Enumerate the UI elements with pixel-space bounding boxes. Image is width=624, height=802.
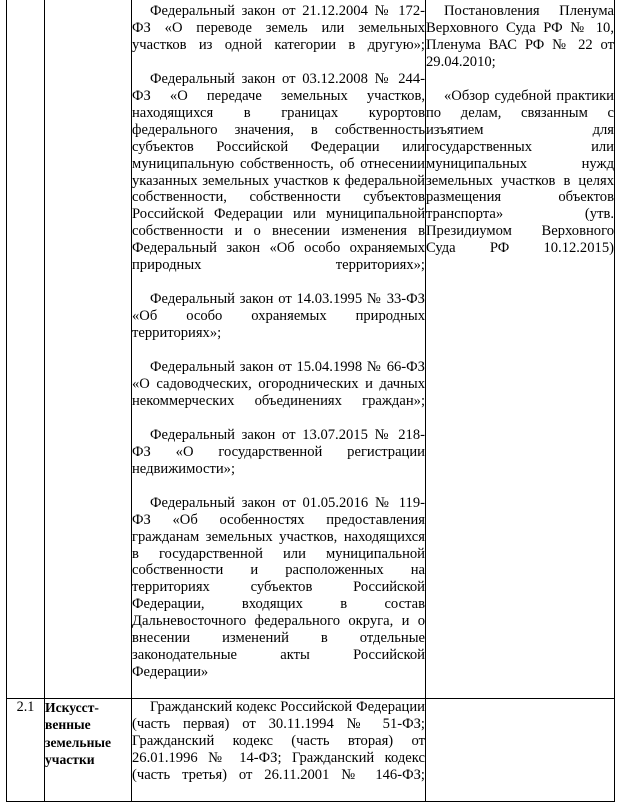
act-paragraph: Федеральный закон от 21.12.2004 № 172-ФЗ «О переводе земель или земельных участков из одной категории в другую»;	[132, 3, 425, 53]
row-name-line: участки	[45, 752, 95, 768]
row-acts-cell	[132, 699, 426, 802]
row-number-cell: 2.1	[7, 699, 45, 802]
row-name-line: венные	[45, 717, 91, 733]
table-row	[7, 0, 615, 699]
row-acts-cell	[132, 0, 426, 699]
act-paragraph: Гражданский кодекс Российской Федерации (часть первая) от 30.11.1994 № 51-ФЗ; Гражданский кодекс (часть вторая) от 26.01.1996 № 14-ФЗ; Гражданский кодекс (часть третья) от 26.11.2001 № 146-ФЗ;	[132, 699, 425, 783]
act-paragraph: Федеральный закон от 15.04.1998 № 66-ФЗ «О садоводческих, огороднических и дачных некоммерческих объединениях граждан»;	[132, 359, 425, 409]
row-name-line: земельные	[45, 734, 112, 750]
legal-reference-table	[6, 0, 615, 802]
row-number-cell	[7, 0, 45, 699]
row-practice-cell	[426, 699, 615, 802]
row-name-cell	[45, 0, 132, 699]
act-paragraph: Федеральный закон от 01.05.2016 № 119-ФЗ «Об особенностях предоставления гражданам земельных участков, находящихся в государственной или муниципальной собственности и расположенных на территориях субъектов Российской Федерации, входящих в состав Дальневосточного федерального округа, и о внесении изменений в отдельные законодательные акты Российской Федерации»	[132, 494, 425, 681]
practice-paragraph: «Обзор судебной практики по делам, связанным с изъятием для государственных или муниципальных нужд земельных участков в целях размещения объектов транспорта» (утв. Президиумом Верховного Суда РФ 10.12.2015)	[426, 87, 614, 257]
act-paragraph: Федеральный закон от 14.03.1995 № 33-ФЗ «Об особо охраняемых природных территориях»;	[132, 291, 425, 342]
row-name-line: Искусст-	[45, 700, 99, 716]
act-paragraph: Федеральный закон от 13.07.2015 № 218-ФЗ «О государственной регистрации недвижимости»;	[132, 426, 425, 477]
table-row	[7, 699, 615, 802]
row-name-cell	[45, 699, 132, 802]
practice-paragraph: Постановления Пленума Верховного Суда РФ № 10, Пленума ВАС РФ № 22 от 29.04.2010;	[426, 3, 614, 70]
row-practice-cell	[426, 0, 615, 699]
act-paragraph: Федеральный закон от 03.12.2008 № 244-ФЗ «О передаче земельных участков, находящихся в границах курортов федерального значения, в собственность субъектов Российской Федерации или муниципальную собственность, об отнесении указанных земельных участков к федеральной собственности, собственности субъектов Российской Федерации или муниципальной собственности и о внесении изменения в Федеральный закон «Об особо охраняемых природных территориях»;	[132, 70, 425, 274]
